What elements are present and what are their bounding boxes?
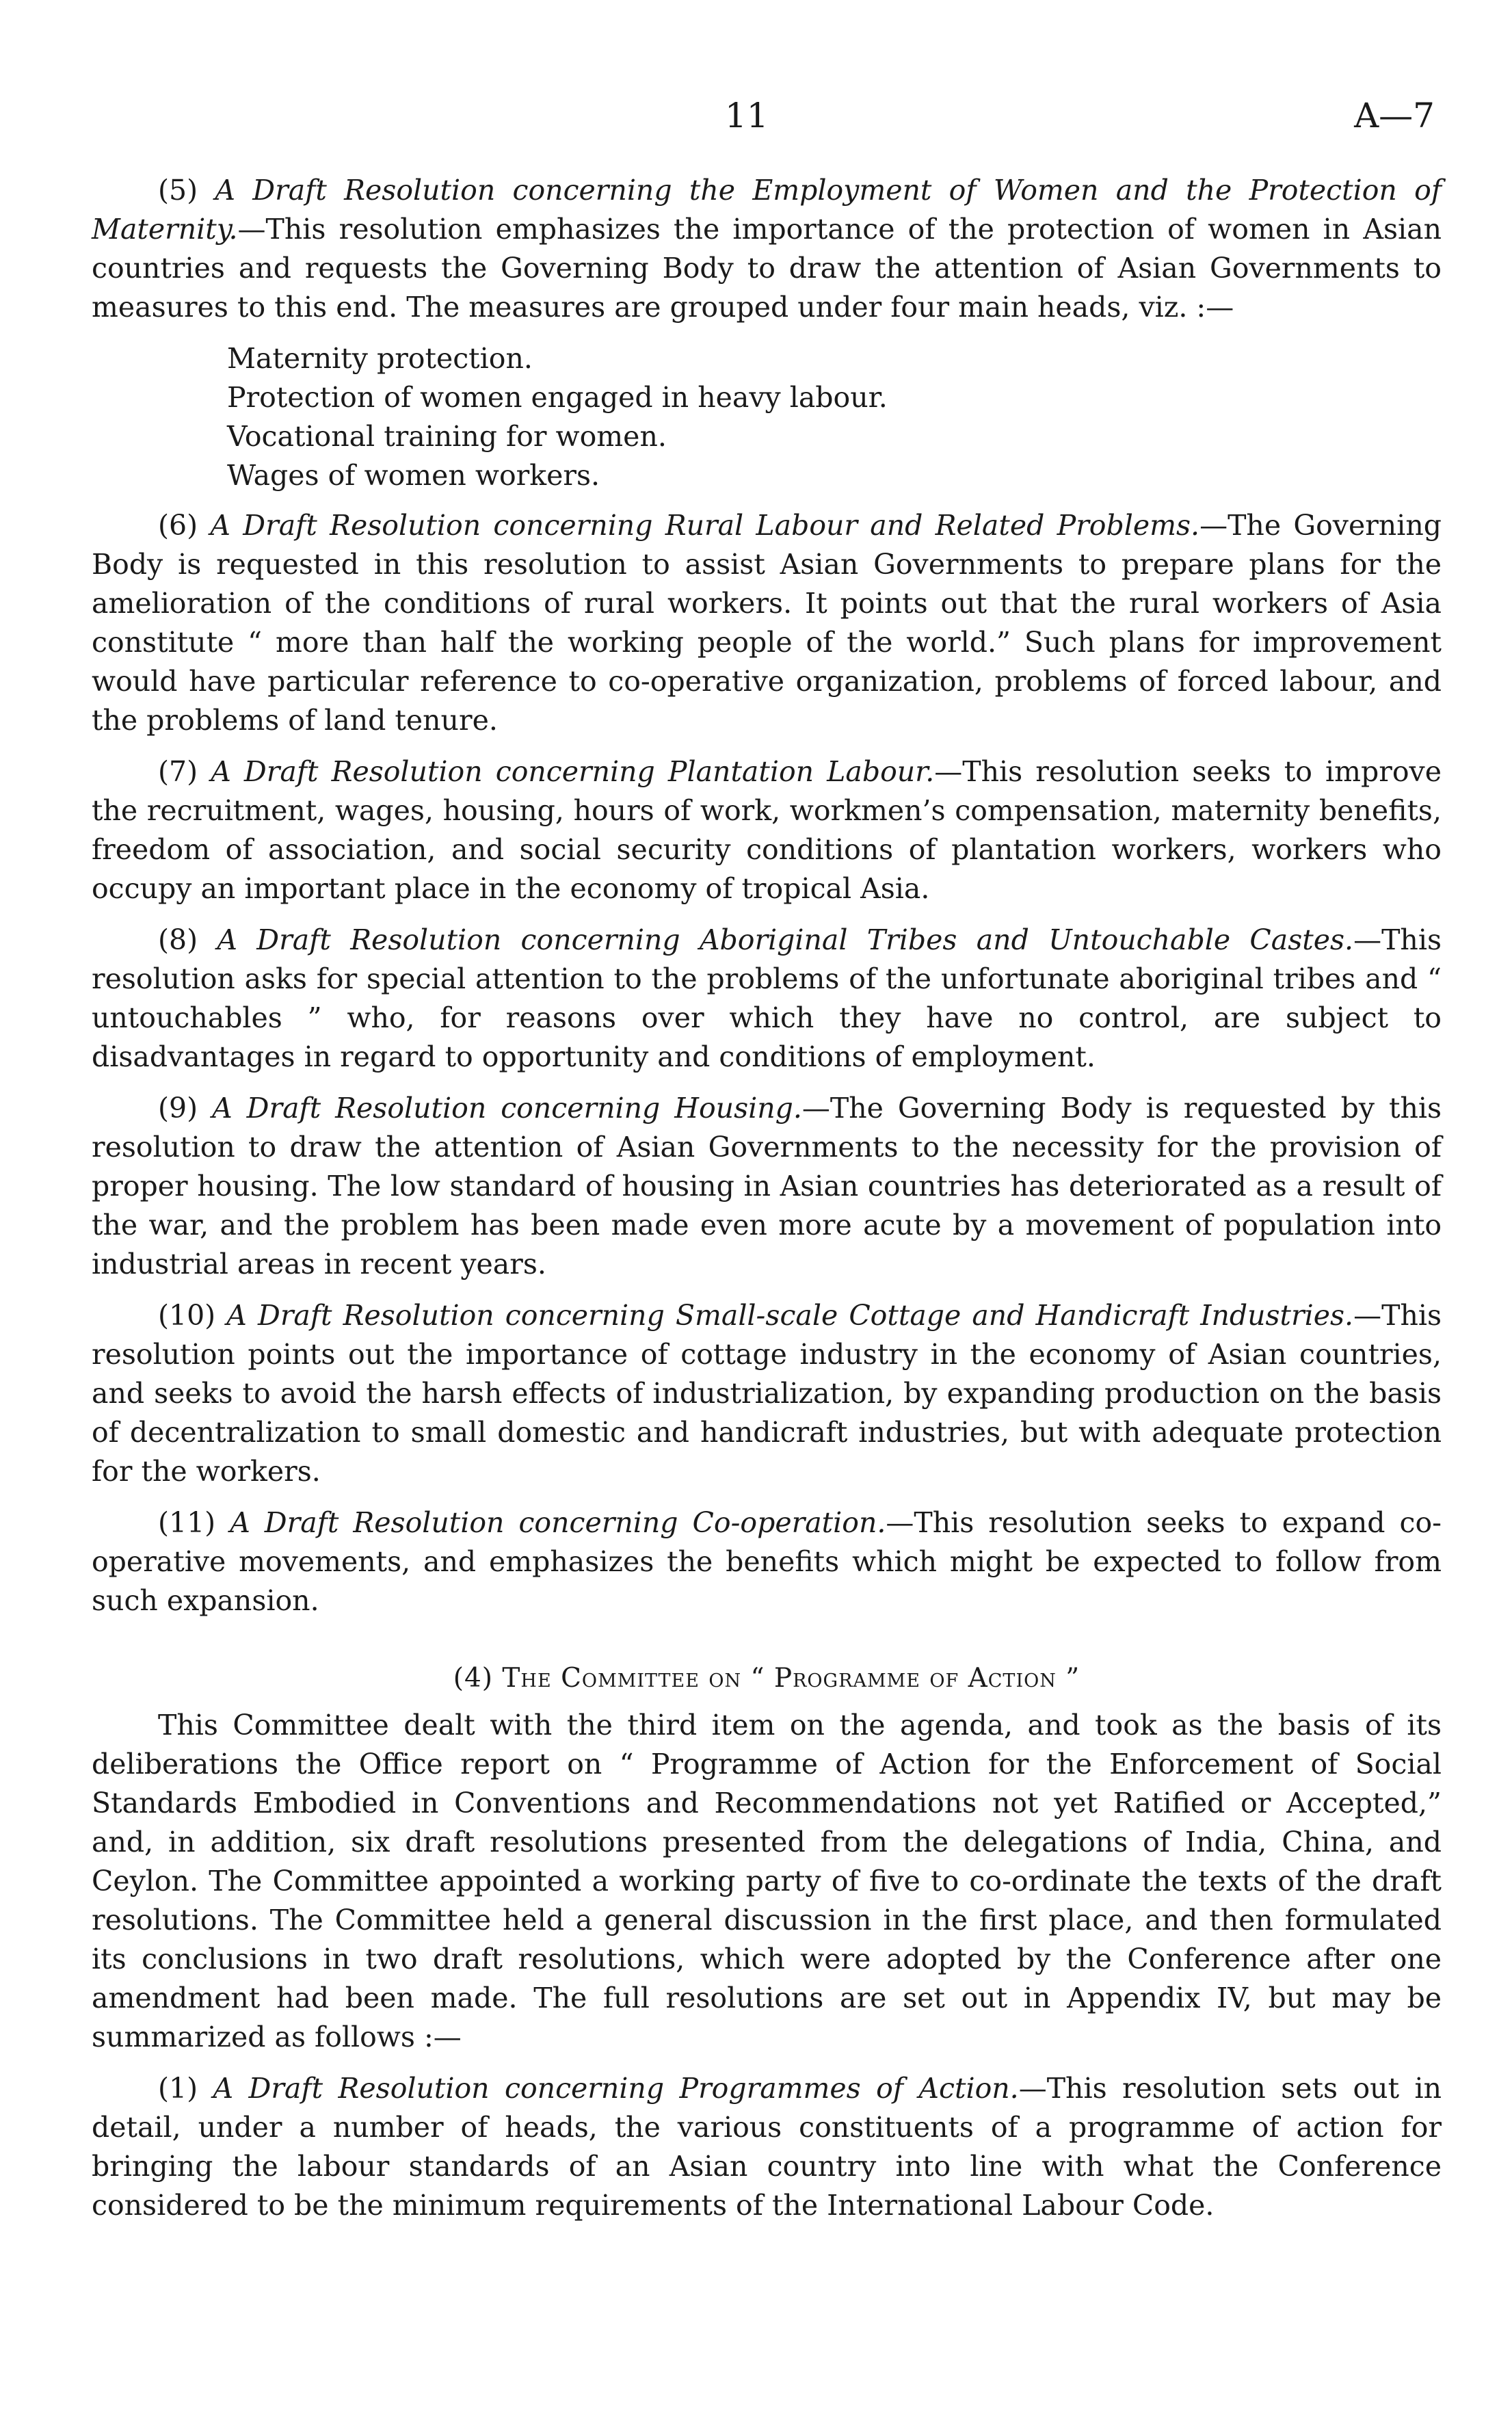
resolution-title: A Draft Resolution concerning the Employment of Women and the Protection of Maternity. [92,174,1442,246]
paragraph-resolution-7 [92,752,1442,908]
resolution-body: —This resolution emphasizes the importance of the protection of women in Asian countries and requests the Governing Body to draw the attention of Asian Governments to measures to this end. The measures are grouped under four main heads, viz. :— [92,213,1442,324]
resolution-number: (7) [158,755,198,788]
list-item: Protection of women engaged in heavy labour. [227,381,888,414]
resolution-number: (11) [158,1506,216,1539]
resolution-number: (6) [158,509,198,542]
section-heading: (4) The Committee on “ Programme of Action ” [453,1663,1080,1694]
list-item: Vocational training for women. [227,420,667,453]
resolution-number: (1) [158,2072,198,2105]
resolution-title: A Draft Resolution concerning Programmes of Action. [213,2072,1019,2105]
paragraph-programme-resolution-1 [92,2069,1442,2225]
document-page [92,96,1442,2237]
paragraph-resolution-9 [92,1089,1442,1284]
resolution-title: A Draft Resolution concerning Housing. [212,1092,802,1125]
resolution-title: A Draft Resolution concerning Aboriginal Tribes and Untouchable Castes. [217,923,1354,956]
page-header [92,96,1442,171]
paragraph-resolution-6 [92,506,1442,740]
resolution-number: (9) [158,1092,198,1125]
section-intro-paragraph: This Committee dealt with the third item on the agenda, and took as the basis of its deliberations the Office report on “ Programme of Action for the Enforcement of Social Standards Embodied in Conventions and Recommendations not yet Ratified or Accepted,” and, in addition, six draft resolutions presented from the delegations of India, China, and Ceylon. The Committee appointed a working party of five to co-ordinate the texts of the draft resolutions. The Committee held a general discussion in the first place, and then formulated its conclusions in two draft resolutions, which were adopted by the Conference after one amendment had been made. The full resolutions are set out in Appendix IV, but may be summarized as follows :— [92,1709,1442,2053]
list-item: Maternity protection. [227,342,533,375]
resolution-title: A Draft Resolution concerning Small-scale Cottage and Handicraft Industries. [226,1299,1354,1332]
resolution-number: (8) [158,923,198,956]
resolution-body: —This resolution seeks to improve the recruitment, wages, housing, hours of work, workmen’s compensation, maternity benefits, freedom of association, and social security conditions of plantation workers, workers who occupy an important place in the economy of tropical Asia. [92,755,1442,905]
paragraph-resolution-5 [92,171,1442,327]
resolution-body: —The Governing Body is requested in this resolution to assist Asian Governments to prepare plans for the amelioration of the conditions of rural workers. It points out that the rural workers of Asia constitute “ more than half the working people of the world.” Such plans for improvement would have particular reference to co-operative organization, problems of forced labour, and the problems of land tenure. [92,509,1442,737]
resolution-number: (5) [158,174,198,207]
paragraph-resolution-10 [92,1296,1442,1491]
paragraph-resolution-11 [92,1503,1442,1620]
resolution-number: (10) [158,1299,216,1332]
page-number: 11 [725,96,769,135]
list-item: Wages of women workers. [227,459,600,492]
resolution-body: —This resolution seeks to expand co-operative movements, and emphasizes the benefits which might be expected to follow from such expansion. [92,1506,1442,1617]
resolution-title: A Draft Resolution concerning Rural Labour and Related Problems. [210,509,1200,542]
paragraph-resolution-8 [92,921,1442,1077]
resolution-title: A Draft Resolution concerning Plantation Labour. [211,755,935,788]
resolution-title: A Draft Resolution concerning Co-operation. [230,1506,886,1539]
resolution-body: —This resolution asks for special attention to the problems of the unfortunate aboriginal tribes and “ untouchables ” who, for reasons over which they have no control, are subject to disadvantages in regard to opportunity and conditions of employment. [92,923,1442,1073]
resolution-body: —This resolution points out the importance of cottage industry in the economy of Asian countries, and seeks to avoid the harsh effects of industrialization, by expanding production on the basis of decentralization to small domestic and handicraft industries, but with adequate protection for the workers. [92,1299,1442,1488]
resolution-body: —The Governing Body is requested by this resolution to draw the attention of Asian Governments to the necessity for the provision of proper housing. The low standard of housing in Asian countries has deteriorated as a result of the war, and the problem has been made even more acute by a movement of population into industrial areas in recent years. [92,1092,1442,1280]
page-reference: A—7 [1354,96,1435,135]
maternity-measures-list [227,339,1442,495]
resolution-body: —This resolution sets out in detail, under a number of heads, the various constituents of a programme of action for bringing the labour standards of an Asian country into line with what the Conference considered to be the minimum requirements of the International Labour Code. [92,2072,1442,2222]
